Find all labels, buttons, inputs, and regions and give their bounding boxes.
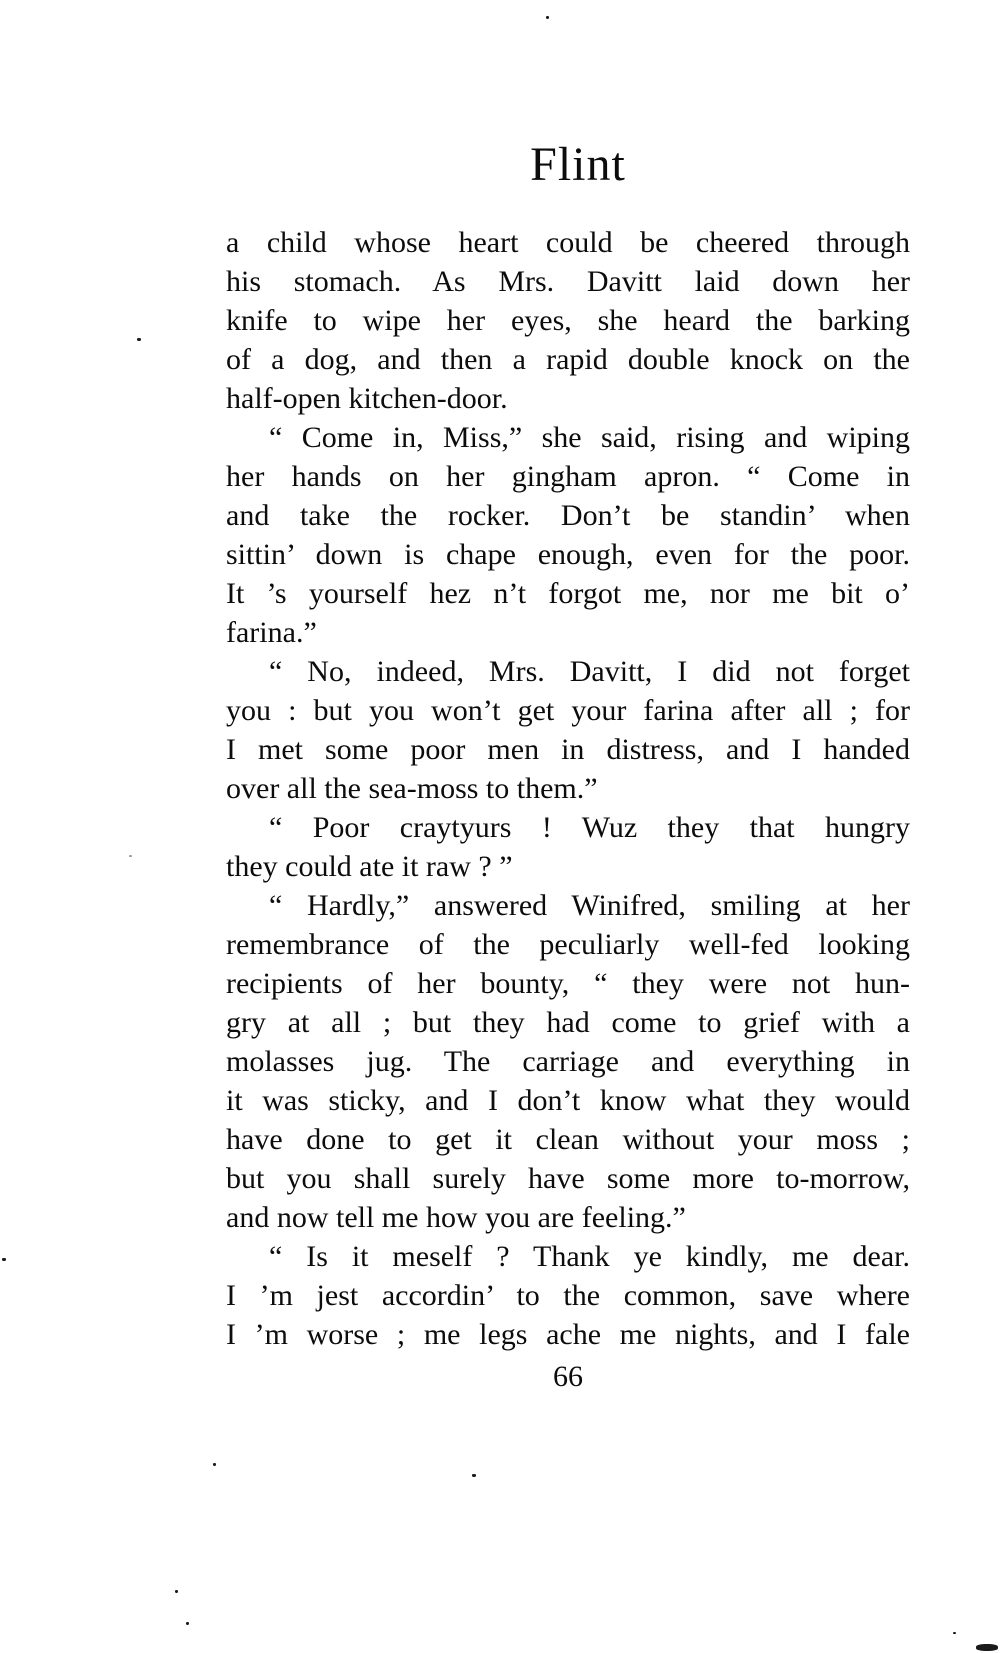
text-line: I met some poor men in distress, and I handed xyxy=(226,733,910,766)
text-line: molasses jug. The carriage and everything in xyxy=(226,1045,910,1078)
scan-speck xyxy=(213,1463,216,1466)
paragraph xyxy=(226,1237,910,1354)
page-body xyxy=(226,223,910,1354)
text-line: it was sticky, and I don’t know what they would xyxy=(226,1084,910,1117)
text-line: It ’s yourself hez n’t forgot me, nor me bit o’ xyxy=(226,577,910,610)
text-line: and take the rocker. Don’t be standin’ when xyxy=(226,499,910,532)
text-line: “ Poor craytyurs ! Wuz they that hungry xyxy=(269,811,910,844)
text-line: I ’m worse ; me legs ache me nights, and I fale xyxy=(226,1318,910,1351)
page-heading: Flint xyxy=(530,138,626,191)
text-line: half-open kitchen-door. xyxy=(226,382,508,415)
text-line: “ Is it meself ? Thank ye kindly, me dear. xyxy=(269,1240,910,1273)
scan-speck xyxy=(472,1474,476,1477)
text-line: remembrance of the peculiarly well-fed looking xyxy=(226,928,910,961)
scan-speck xyxy=(976,1644,998,1651)
scan-speck xyxy=(129,855,132,857)
text-line: “ Hardly,” answered Winifred, smiling at her xyxy=(269,889,910,922)
scan-speck xyxy=(175,1590,178,1593)
text-line: I ’m jest accordin’ to the common, save where xyxy=(226,1279,910,1312)
text-line: farina.” xyxy=(226,616,317,649)
text-line: have done to get it clean without your moss ; xyxy=(226,1123,910,1156)
text-line: recipients of her bounty, “ they were not hun- xyxy=(226,967,910,1000)
text-line: and now tell me how you are feeling.” xyxy=(226,1201,686,1234)
paragraph xyxy=(226,886,910,1237)
paragraph xyxy=(226,418,910,652)
text-line: but you shall surely have some more to-morrow, xyxy=(226,1162,910,1195)
text-line: his stomach. As Mrs. Davitt laid down her xyxy=(226,265,910,298)
paragraph xyxy=(226,652,910,808)
scan-speck xyxy=(953,1632,956,1634)
paragraph xyxy=(226,808,910,886)
page-number: 66 xyxy=(553,1360,583,1393)
text-line: you : but you won’t get your farina after all ; for xyxy=(226,694,910,727)
scan-speck xyxy=(546,16,549,19)
scan-speck xyxy=(137,338,141,341)
scan-speck xyxy=(186,1622,189,1625)
text-line: sittin’ down is chape enough, even for the poor. xyxy=(226,538,910,571)
text-line: “ Come in, Miss,” she said, rising and wiping xyxy=(269,421,910,454)
text-line: knife to wipe her eyes, she heard the barking xyxy=(226,304,910,337)
text-line: of a dog, and then a rapid double knock on the xyxy=(226,343,910,376)
text-line: a child whose heart could be cheered through xyxy=(226,226,910,259)
text-line: “ No, indeed, Mrs. Davitt, I did not forget xyxy=(269,655,910,688)
text-line: they could ate it raw ? ” xyxy=(226,850,513,883)
scan-speck xyxy=(2,1258,6,1261)
paragraph xyxy=(226,223,910,418)
text-line: her hands on her gingham apron. “ Come in xyxy=(226,460,910,493)
text-line: gry at all ; but they had come to grief with a xyxy=(226,1006,910,1039)
text-line: over all the sea-moss to them.” xyxy=(226,772,598,805)
